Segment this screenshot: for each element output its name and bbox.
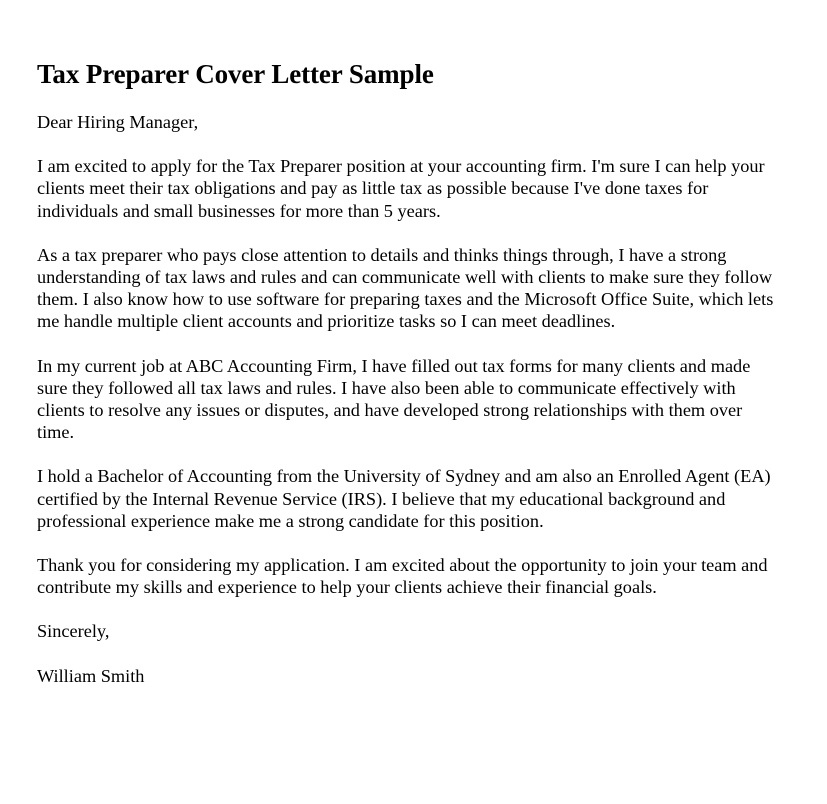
- cover-letter-document: [37, 56, 777, 709]
- body-paragraph-3: In my current job at ABC Accounting Firm, I have filled out tax forms for many clients and made sure they followed all tax laws and rules. I have also been able to communicate effectively with clients to resolve any issues or disputes, and have developed strong relationships with them over time.: [37, 355, 751, 443]
- body-paragraph-5: Thank you for considering my application. I am excited about the opportunity to join your team and contribute my skills and experience to help your clients achieve their financial goals.: [37, 555, 768, 598]
- body-paragraph-1: I am excited to apply for the Tax Preparer position at your accounting firm. I'm sure I can help your clients meet their tax obligations and pay as little tax as possible because I've done taxes for individuals and small businesses for more than 5 years.: [37, 156, 765, 221]
- salutation: Dear Hiring Manager,: [37, 112, 199, 132]
- page-title: Tax Preparer Cover Letter Sample: [37, 59, 434, 89]
- body-paragraph-2: As a tax preparer who pays close attention to details and thinks things through, I have a strong understanding of tax laws and rules and can communicate well with clients to make sure they follow them. I also know how to use software for preparing taxes and the Microsoft Office Suite, which lets me handle multiple client accounts and prioritize tasks so I can meet deadlines.: [37, 244, 774, 332]
- closing: Sincerely,: [37, 621, 110, 642]
- body-paragraph-4: I hold a Bachelor of Accounting from the University of Sydney and am also an Enrolled Agent (EA) certified by the Internal Revenue Service (IRS). I believe that my educational background and professional experience make me a strong candidate for this position.: [37, 466, 771, 531]
- signature: William Smith: [37, 665, 145, 686]
